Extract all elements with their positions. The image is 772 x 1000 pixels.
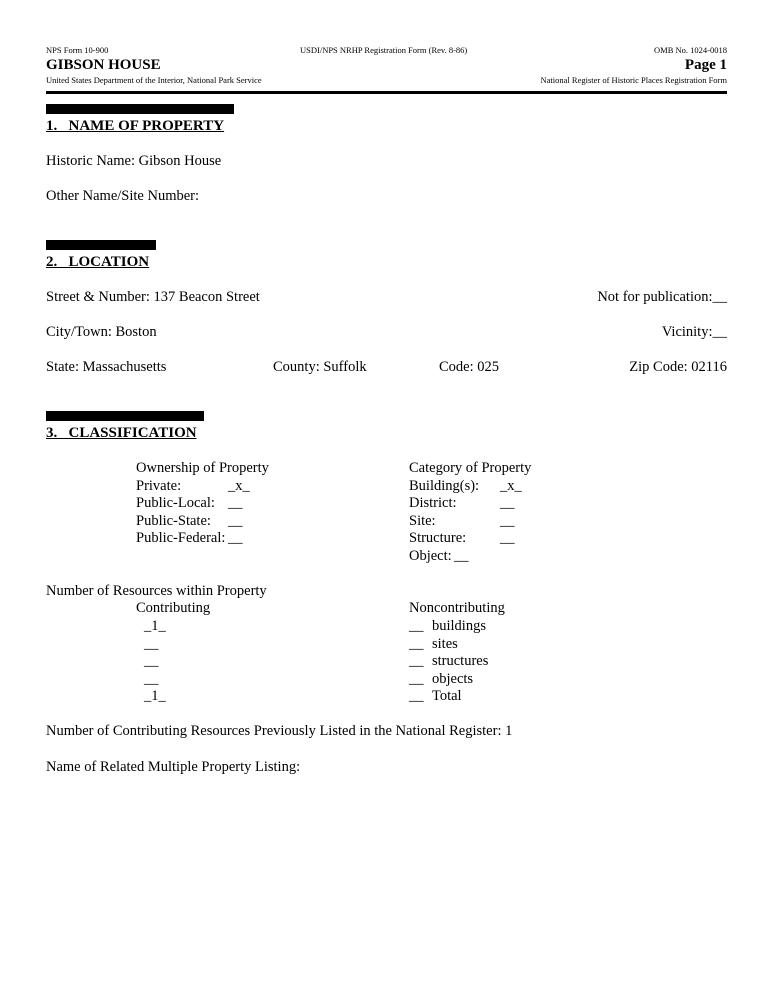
ownership-value: __: [228, 513, 243, 529]
contributing-count: __: [144, 653, 159, 669]
county: County: Suffolk: [273, 359, 367, 375]
contributing-count: __: [144, 636, 159, 652]
category-heading: Category of Property: [409, 460, 532, 476]
ownership-label: Public-State:: [136, 513, 211, 529]
noncontributing-heading: Noncontributing: [409, 600, 505, 616]
noncontributing-label: Total: [432, 688, 462, 704]
noncontributing-label: buildings: [432, 618, 486, 634]
other-name: Other Name/Site Number:: [46, 188, 200, 204]
noncontributing-blank: __: [409, 653, 424, 669]
category-label: Building(s):: [409, 478, 480, 494]
section-bar: [46, 104, 234, 114]
noncontributing-blank: __: [409, 618, 424, 634]
contributing-count: _1_: [144, 618, 166, 634]
noncontributing-blank: __: [409, 671, 424, 687]
ownership-label: Public-Federal:: [136, 530, 226, 546]
state: State: Massachusetts: [46, 359, 167, 375]
noncontributing-blank: __: [409, 636, 424, 652]
contributing-heading: Contributing: [136, 600, 211, 616]
vicinity: Vicinity:__: [661, 324, 727, 340]
historic-name: Historic Name: Gibson House: [46, 153, 222, 169]
ownership-value: __: [228, 530, 243, 546]
noncontributing-label: sites: [432, 636, 458, 652]
section-heading-classification: 3. CLASSIFICATION: [46, 425, 197, 441]
resources-heading: Number of Resources within Property: [46, 583, 267, 599]
ownership-value: __: [228, 495, 243, 511]
contributing-total: _1_: [144, 688, 166, 704]
category-label: Site:: [409, 513, 436, 529]
category-label: Structure:: [409, 530, 467, 546]
omb-number: OMB No. 1024-0018: [654, 45, 727, 55]
category-value: __: [500, 530, 515, 546]
not-for-publication: Not for publication:__: [597, 289, 727, 305]
street-number: Street & Number: 137 Beacon Street: [46, 289, 260, 305]
section-bar: [46, 240, 156, 250]
agency-form: USDI/NPS NRHP Registration Form (Rev. 8-86): [300, 45, 468, 55]
page-number: Page 1: [684, 57, 727, 73]
department-line: United States Department of the Interior, National Park Service: [46, 75, 262, 85]
section-heading-location: 2. LOCATION: [46, 254, 150, 270]
noncontributing-label: structures: [432, 653, 489, 669]
form-number: NPS Form 10-900: [46, 45, 109, 55]
noncontributing-blank: __: [409, 688, 424, 704]
register-line: National Register of Historic Places Registration Form: [540, 75, 727, 85]
code: Code: 025: [439, 359, 500, 375]
section-heading-name: 1. NAME OF PROPERTY: [46, 118, 225, 134]
city-town: City/Town: Boston: [46, 324, 157, 340]
category-value: _x_: [500, 478, 522, 494]
property-title: GIBSON HOUSE: [46, 57, 161, 73]
ownership-label: Private:: [136, 478, 182, 494]
section-bar: [46, 411, 204, 421]
ownership-label: Public-Local:: [136, 495, 215, 511]
previously-listed: Number of Contributing Resources Previously Listed in the National Register: 1: [46, 723, 513, 739]
category-label: Object:: [409, 548, 452, 564]
header-rule: [46, 91, 727, 94]
related-listing: Name of Related Multiple Property Listing:: [46, 759, 301, 775]
category-value: __: [454, 548, 469, 564]
zip-code: Zip Code: 02116: [629, 359, 727, 375]
category-value: __: [500, 495, 515, 511]
category-value: __: [500, 513, 515, 529]
contributing-count: __: [144, 671, 159, 687]
ownership-heading: Ownership of Property: [136, 460, 269, 476]
category-label: District:: [409, 495, 457, 511]
noncontributing-label: objects: [432, 671, 474, 687]
ownership-value: _x_: [228, 478, 250, 494]
